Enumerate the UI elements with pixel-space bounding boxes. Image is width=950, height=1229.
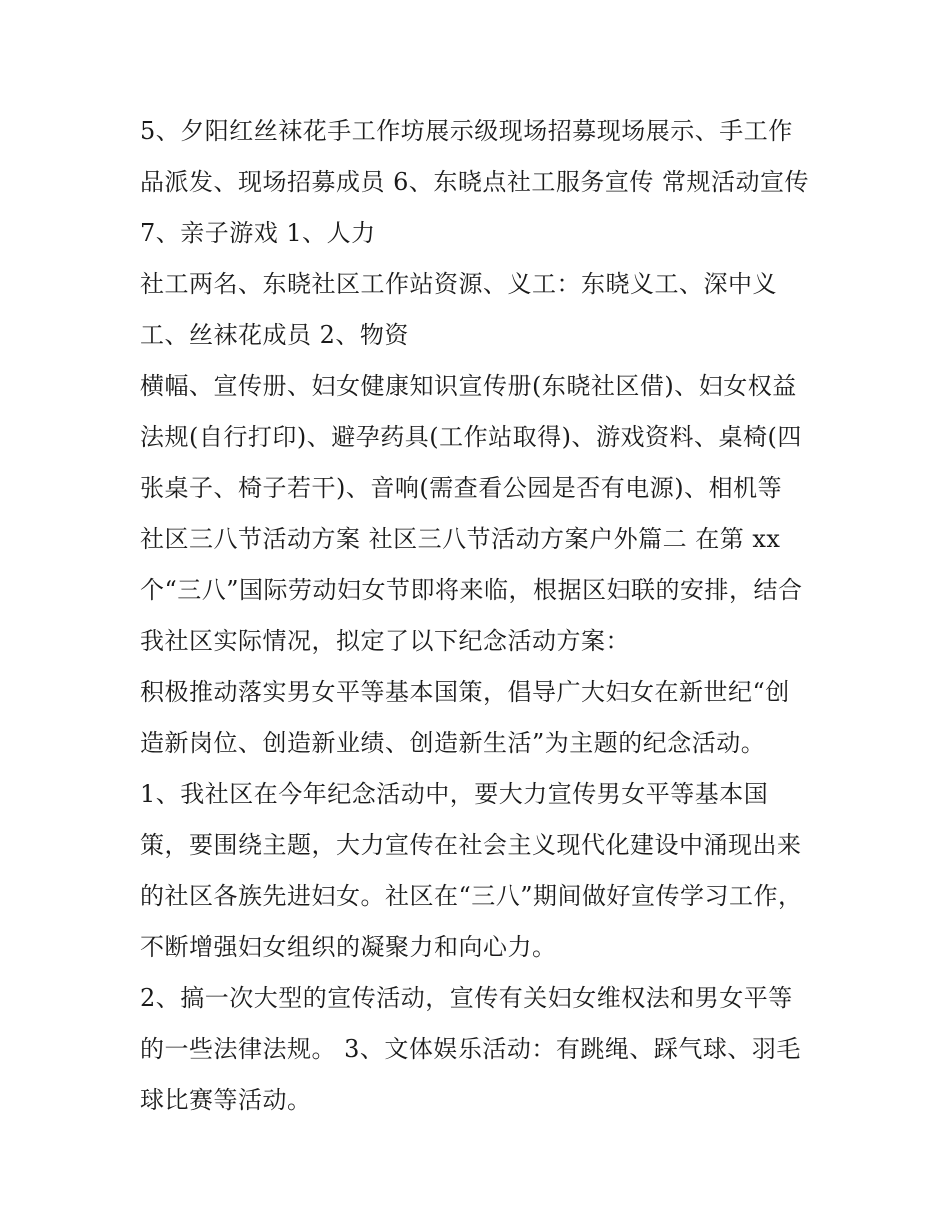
text-line: 造新岗位、创造新业绩、创造新生活”为主题的纪念活动。 xyxy=(140,729,766,757)
text-line: 社工两名、东晓社区工作站资源、义工：东晓义工、深中义 xyxy=(140,270,777,298)
text-line: 个“三八”国际劳动妇女节即将来临，根据区妇联的安排，结合 xyxy=(140,576,803,604)
text-line: 5、夕阳红丝袜花手工作坊展示级现场招募现场展示、手工作 xyxy=(140,117,793,145)
document-body xyxy=(140,106,820,1126)
text-line: 策，要围绕主题，大力宣传在社会主义现代化建设中涌现出来 xyxy=(140,831,802,859)
text-line: 的社区各族先进妇女。社区在“三八”期间做好宣传学习工作， xyxy=(140,882,803,910)
text-line: 不断增强妇女组织的凝聚力和向心力。 xyxy=(140,933,557,961)
text-line: 积极推动落实男女平等基本国策，倡导广大妇女在新世纪“创 xyxy=(140,678,790,706)
text-line: 球比赛等活动。 xyxy=(140,1086,312,1114)
text-line: 7、亲子游戏 1、人力 xyxy=(140,219,376,247)
text-line: 张桌子、椅子若干)、音响(需查看公园是否有电源)、相机等 xyxy=(140,474,783,502)
text-line: 工、丝袜花成员 2、物资 xyxy=(140,321,409,349)
text-line: 品派发、现场招募成员 6、东晓点社工服务宣传 常规活动宣传 xyxy=(140,168,810,196)
text-line: 社区三八节活动方案 社区三八节活动方案户外篇二 在第 xx xyxy=(140,525,781,553)
text-line: 2、搞一次大型的宣传活动，宣传有关妇女维权法和男女平等 xyxy=(140,984,793,1012)
text-line: 我社区实际情况，拟定了以下纪念活动方案： xyxy=(140,627,630,655)
text-line: 横幅、宣传册、妇女健康知识宣传册(东晓社区借)、妇女权益 xyxy=(140,372,797,400)
text-line: 1、我社区在今年纪念活动中，要大力宣传男女平等基本国 xyxy=(140,780,769,808)
text-line: 法规(自行打印)、避孕药具(工作站取得)、游戏资料、桌椅(四 xyxy=(140,423,802,451)
text-line: 的一些法律法规。 3、文体娱乐活动：有跳绳、踩气球、羽毛 xyxy=(140,1035,801,1063)
